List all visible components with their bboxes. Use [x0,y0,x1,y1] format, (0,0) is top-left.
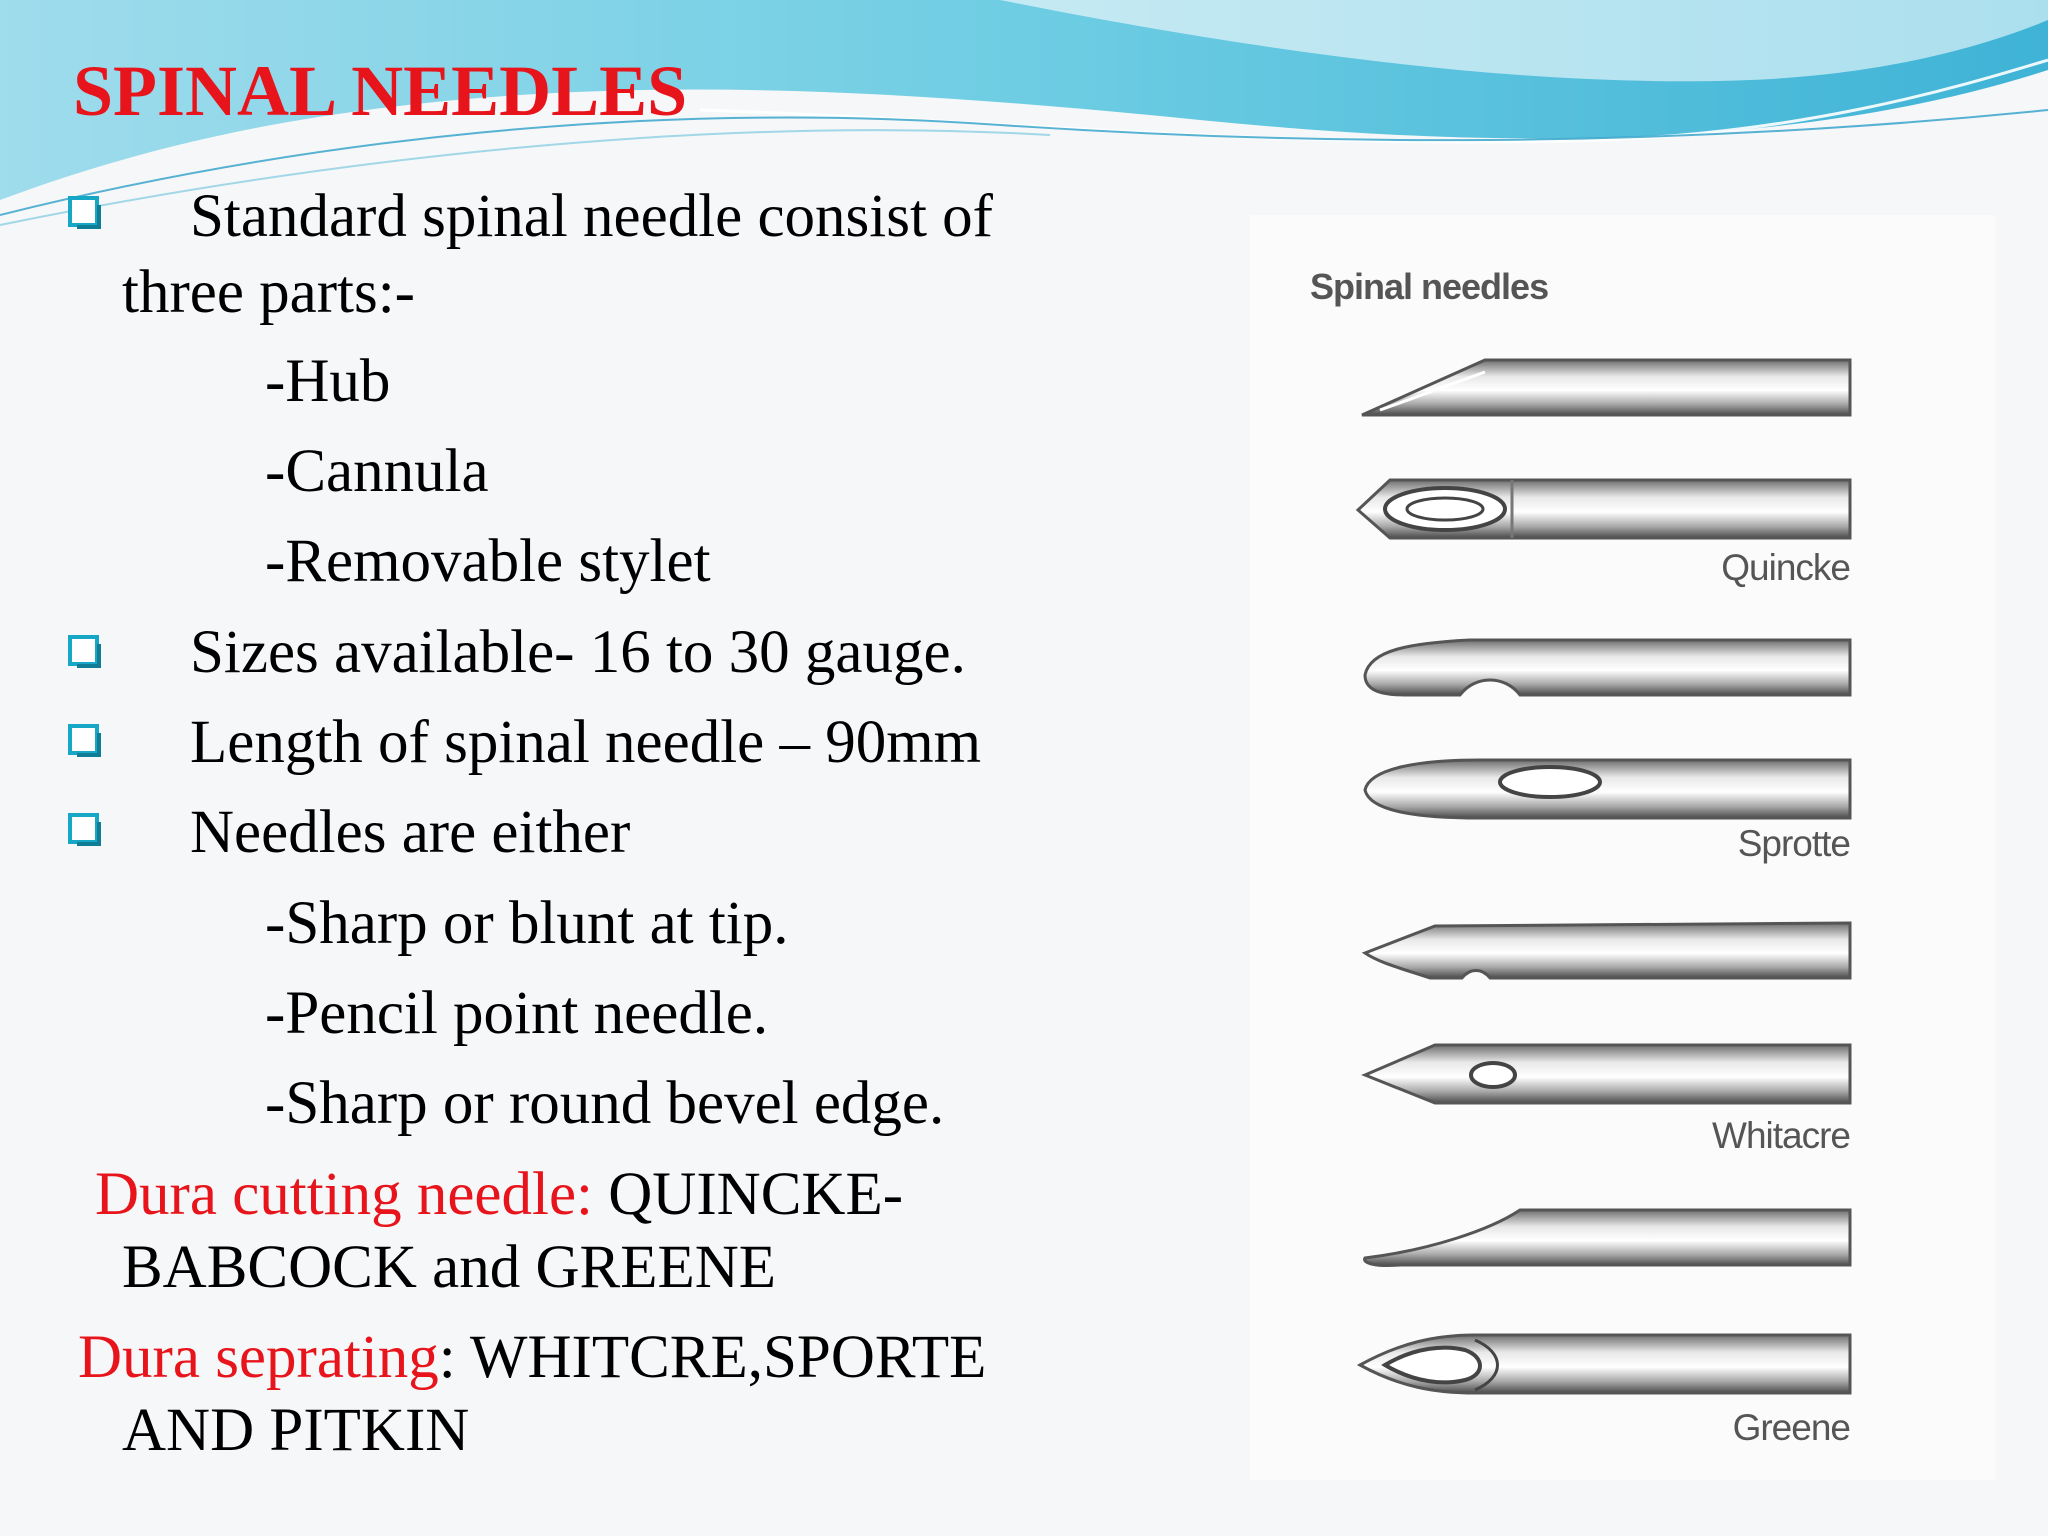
sub-item-pencil-point: -Pencil point needle. [265,980,769,1047]
label-greene: Greene [1732,1407,1850,1448]
sub-item-bevel-edge: -Sharp or round bevel edge. [265,1070,945,1137]
label-whitacre: Whitacre [1712,1115,1850,1156]
bullet-text-length: Length of spinal needle – 90mm [190,709,982,776]
whitacre-needle-side [1365,923,1850,978]
sub-item-cannula: -Cannula [265,438,489,505]
hollow-square-bullet-icon [67,723,103,759]
dura-separating-line [78,1324,987,1391]
sprotte-needle-side [1365,640,1850,695]
greene-needle-side [1365,1210,1850,1266]
dura-cutting-label: Dura cutting needle: [95,1161,593,1228]
dura-separating-value: WHITCRE,SPORTE [455,1324,987,1391]
sprotte-needle-top [1365,760,1850,818]
bullet-text: Standard spinal needle consist of [190,183,993,250]
figure-title: Spinal needles [1310,266,1549,307]
whitacre-needle-top [1365,1045,1850,1103]
hollow-square-bullet-icon [67,195,103,231]
dura-cutting-value: QUINCKE- [592,1161,904,1228]
sub-item-sharp-blunt: -Sharp or blunt at tip. [265,890,789,957]
dura-separating-label: Dura seprating [78,1324,439,1391]
sub-item-hub: -Hub [265,348,391,415]
quincke-needle-side [1362,360,1850,415]
greene-needle-top [1360,1335,1850,1393]
bullet-text-sizes: Sizes available- 16 to 30 gauge. [190,619,966,686]
label-quincke: Quincke [1721,547,1850,588]
hollow-square-bullet-icon [67,634,103,670]
label-sprotte: Sprotte [1737,823,1850,864]
bullet-text-needles: Needles are either [190,799,631,866]
slide-title: SPINAL NEEDLES [73,51,688,131]
bullet-text-continued: three parts:- [122,259,415,326]
dura-separating-value-continued: AND PITKIN [122,1397,470,1464]
dura-separating-colon: : [438,1324,456,1391]
dura-cutting-line [95,1161,904,1228]
quincke-needle-top [1358,480,1850,538]
sub-item-stylet: -Removable stylet [265,528,711,595]
needle-tips-illustration [1250,215,1995,1480]
dura-cutting-value-continued: BABCOCK and GREENE [122,1234,777,1301]
hollow-square-bullet-icon [67,812,103,848]
